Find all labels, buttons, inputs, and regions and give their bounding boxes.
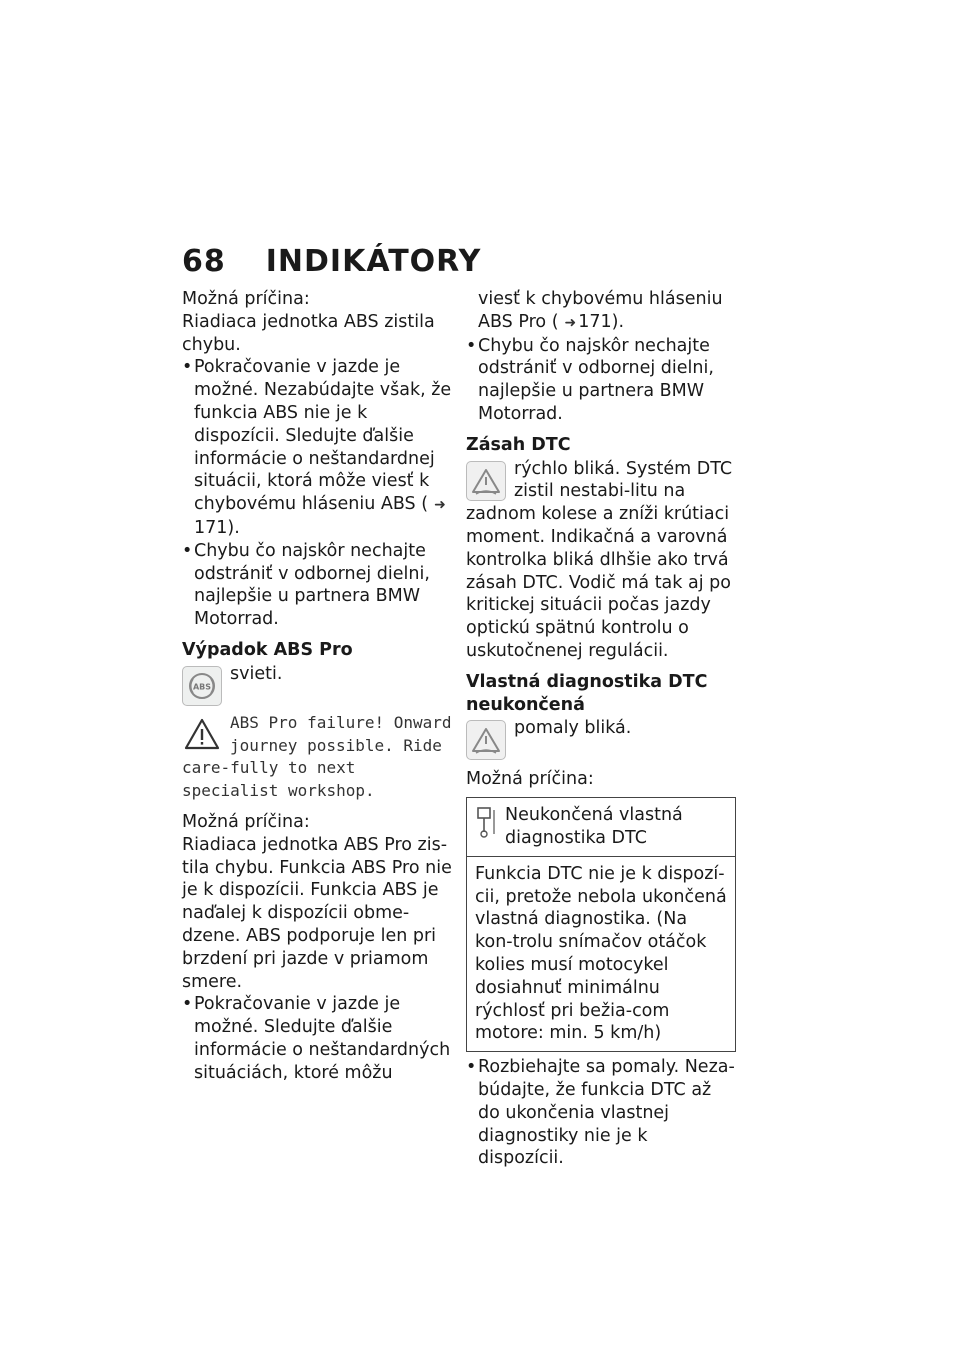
info-box-header <box>467 798 735 857</box>
diag-text: pomaly bliká. <box>514 718 632 739</box>
section-heading: Výpadok ABS Pro <box>182 639 353 660</box>
page-title: INDIKÁTORY <box>265 244 482 279</box>
svg-text:ABS: ABS <box>192 682 212 692</box>
info-box-title: Neukončená vlastná diagnostika DTC <box>505 805 683 848</box>
dtc-diagnostic-light-icon <box>466 720 506 760</box>
abs-warning-light-icon <box>182 666 222 706</box>
cause-text: Riadiaca jednotka ABS Pro zis-tila chybu. Funkcia ABS Pro nie je k dispozícii. Funkcia ABS je naďalej k dispozícii obme-dzene. ABS podporuje len pri brzdení pri jazde v priamom smere. <box>182 834 452 992</box>
service-tool-icon <box>475 804 505 850</box>
page-header <box>182 244 481 279</box>
display-message: ABS Pro failure! Onward journey possible. Ride care-fully to next specialist workshop. <box>182 712 452 801</box>
page-ref[interactable]: 171). <box>194 517 240 538</box>
page-ref-arrow-icon: ➜ <box>564 314 577 331</box>
dtc-text: rýchlo bliká. Systém DTC zistil nestabi-litu na zadnom kolese a zníži krútiaci moment. Indikačná a varovná kontrolka bliká dlhšie ako trvá zásah DTC. Vodič má tak aj po kritickej situácii počas jazdy optickú spätnú kontrolu o uskutočnenej regulácii. <box>466 458 733 661</box>
light-status: svieti. <box>230 663 283 684</box>
list-item: • Chybu čo najskôr nechajte odstrániť v odbornej dielni, najlepšie u partnera BMW Motorrad. <box>182 540 452 631</box>
warning-triangle-icon <box>182 715 222 753</box>
bullet-list <box>182 993 452 1084</box>
bullet-list <box>466 1056 736 1170</box>
ref-open: ( <box>551 311 559 332</box>
info-box-body: Funkcia DTC nie je k dispozí-cii, pretože nebola ukončená vlastná diagnostika. (Na kon-trolu snímačov otáčok kolies musí motocykel dosiahnuť minimálnu rýchlosť pri bežia-com motore: min. 5 km/h) <box>475 863 727 1044</box>
info-box <box>466 797 736 1052</box>
bullet-list <box>182 356 452 631</box>
list-item: • Pokračovanie v jazde je možné. Sledujte ďalšie informácie o neštandardných situáciách, ktoré môžu <box>182 993 452 1084</box>
section-heading: Vlastná diagnostika DTC neukončená <box>466 671 708 715</box>
cause-label: Možná príčina: <box>182 289 310 309</box>
page-ref-arrow-icon: ➜ <box>434 497 446 514</box>
page-number: 68 <box>182 244 226 279</box>
cause-label: Možná príčina: <box>466 769 594 790</box>
page-ref[interactable]: 171). <box>578 311 625 332</box>
continuation-text: viesť k chybovému hláseniu ABS Pro ( ➜ 171). <box>466 288 736 335</box>
cause-text: Riadiaca jednotka ABS zistila chybu. <box>182 311 435 355</box>
section-heading: Zásah DTC <box>466 434 571 455</box>
ref-open: ( <box>421 494 429 515</box>
right-column <box>466 288 736 1170</box>
left-column <box>182 288 452 1085</box>
list-item: • Rozbiehajte sa pomaly. Neza-búdajte, že funkcia DTC až do ukončenia vlastnej diagnostiky nie je k dispozícii. <box>466 1056 736 1170</box>
list-item: • Chybu čo najskôr nechajte odstrániť v odbornej dielni, najlepšie u partnera BMW Motorrad. <box>466 335 736 426</box>
list-item: • Pokračovanie v jazde je možné. Nezabúdajte však, že funkcia ABS nie je k dispozícii. Sledujte ďalšie informácie o neštandardnej situácii, ktorá môže viesť k chybovému hláseniu ABS ( ➜171). <box>182 356 452 539</box>
bullet-list <box>466 335 736 426</box>
dtc-warning-light-icon <box>466 461 506 501</box>
cause-label: Možná príčina: <box>182 811 310 832</box>
